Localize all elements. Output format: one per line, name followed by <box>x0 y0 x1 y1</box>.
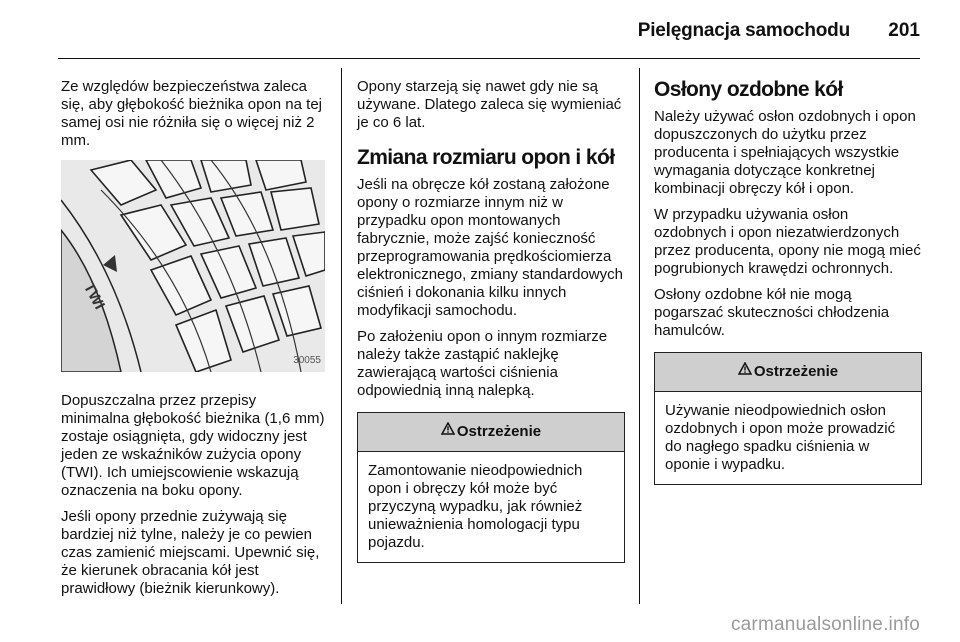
section-heading: Zmiana rozmiaru opon i kół <box>357 146 615 169</box>
column-divider <box>639 68 640 604</box>
tire-tread-drawing <box>61 160 325 372</box>
warning-title: Ostrzeżenie <box>753 363 839 380</box>
warning-header <box>655 353 921 392</box>
warning-header <box>358 413 624 452</box>
page-header <box>0 0 960 60</box>
header-rule <box>58 58 920 59</box>
warning-title: Ostrzeżenie <box>456 423 542 440</box>
paragraph: W przypadku używania osłon ozdobnych i opon niezatwierdzonych przez producenta, opony nie mogą mieć pogrubionych krawędzi ochronnych. <box>654 206 921 277</box>
paragraph: Ze względów bezpieczeństwa zaleca się, aby głębokość bieżnika opon na tej samej osi nie różniła się o więcej niż 2 mm. <box>61 78 323 149</box>
warning-box <box>654 352 922 485</box>
figure-number: 30055 <box>293 355 321 366</box>
warning-box <box>357 412 625 563</box>
page-number: 201 <box>888 20 920 41</box>
column-middle <box>357 78 625 563</box>
paragraph: Jeśli na obręcze kół zostaną założone opony o rozmiarze innym niż w przypadku opon montowanych fabrycznie, może zajść konieczność przeprogramowania prędkościomierza elektronicznego, zmiany standardowych ciśnień i dokonania kilku innych modyfikacji samochodu. <box>357 176 623 319</box>
warning-triangle-icon <box>441 412 455 450</box>
paragraph: Po założeniu opon o innym rozmiarze należy także zastąpić naklejkę zawierającą wartości ciśnienia odpowiednią inną nalepką. <box>357 328 608 399</box>
paragraph: Należy używać osłon ozdobnych i opon dopuszczonych do użytku przez producenta i spełniających wszystkie wymagania dotyczące konkretnej kombinacji obręczy kół i opon. <box>654 108 916 197</box>
column-left <box>61 78 327 606</box>
warning-text: Używanie nieodpowiednich osłon ozdobnych i opon może prowadzić do nagłego spadku ciśnienia w oponie i wypadku. <box>665 402 896 473</box>
paragraph: Jeśli opony przednie zużywają się bardziej niż tylne, należy je co pewien czas zamienić miejscami. Upewnić się, że kierunek obracania kół jest prawidłowy (bieżnik kierunkowy). <box>61 508 320 597</box>
warning-text: Zamontowanie nieodpowiednich opon i obręczy kół może być przyczyną wypadku, jak również unieważnienia homologacji typu pojazdu. <box>368 462 583 551</box>
section-heading: Osłony ozdobne kół <box>654 78 843 101</box>
paragraph: Osłony ozdobne kół nie mogą pogarszać skuteczności chłodzenia hamulców. <box>654 286 890 339</box>
paragraph: Opony starzeją się nawet gdy nie są używane. Dlatego zaleca się wymieniać je co 6 lat. <box>357 78 622 131</box>
column-right <box>654 78 922 485</box>
page-title: Pielęgnacja samochodu <box>637 20 850 41</box>
warning-triangle-icon <box>738 352 752 390</box>
watermark: carmanualsonline.info <box>730 614 920 635</box>
paragraph: Dopuszczalna przez przepisy minimalna głębokość bieżnika (1,6 mm) zostaje osiągnięta, gdy widoczny jest jeden ze wskaźników zużycia opony (TWI). Ich umiejscowienie wskazują oznaczenia na boku opony. <box>61 392 325 499</box>
twi-label: TWI <box>79 280 108 313</box>
tire-tread-illustration <box>61 160 325 372</box>
column-divider <box>341 68 342 604</box>
